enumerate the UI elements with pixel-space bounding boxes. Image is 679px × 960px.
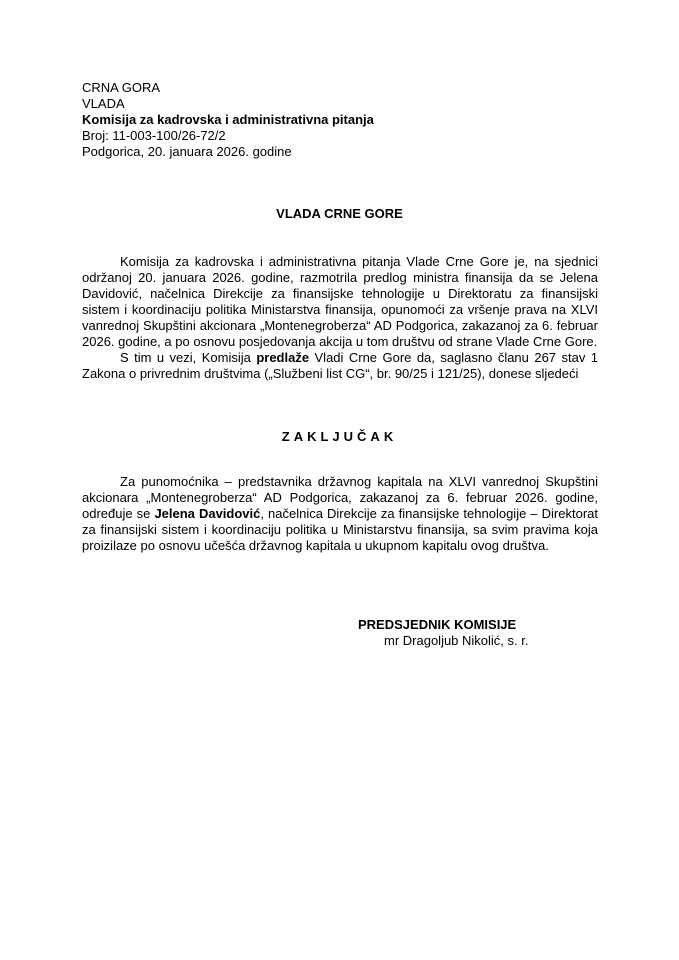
header-place-date: Podgorica, 20. januara 2026. godine bbox=[82, 144, 292, 159]
proposal-text-before: S tim u vezi, Komisija bbox=[120, 350, 257, 365]
intro-paragraph: Komisija za kadrovska i administrativna pitanja Vlade Crne Gore je, na sjednici održanoj 20. januara 2026. godine, razmotrila predlog ministra finansija da se Jelena Davidović, načelnica Direkcije za finansijske tehnologije u Direktoratu za finansijski sistem i koordinaciju politika Ministarstva finansija, opunomoći za vršenje prava na XLVI vanrednoj Skupštini akcionara „Montenegroberza“ AD Podgorica, zakazanoj za 6. februar 2026. godine, a po osnovu posjedovanja akcija u tom društvu od strane Vlade Crne Gore. bbox=[82, 254, 598, 349]
header-government: VLADA bbox=[82, 96, 125, 111]
conclusion-paragraph bbox=[82, 474, 598, 554]
conclusion-title: ZAKLJUČAK bbox=[281, 429, 398, 444]
header-commission: Komisija za kadrovska i administrativna pitanja bbox=[82, 112, 374, 127]
proposal-paragraph bbox=[82, 350, 598, 382]
proposal-text-after: Vladi Crne Gore da, saglasno članu 267 stav 1 Zakona o privrednim društvima („Službeni list CG“, br. 90/25 i 121/25), donese sljedeći bbox=[82, 350, 598, 381]
signature-block bbox=[358, 617, 528, 649]
appointee-name: Jelena Davidović bbox=[154, 506, 261, 521]
intro-section bbox=[82, 254, 598, 382]
conclusion-text-after: , načelnica Direkcije za finansijske tehnologije – Direktorat za finansijski sistem i koordinaciju politika u Ministarstvu finansija, sa svim pravima koja proizilaze po osnovu učešća državnog kapitala u ukupnom kapitalu ovog društva. bbox=[82, 506, 598, 553]
conclusion-text-before: Za punomoćnika – predstavnika državnog kapitala na XLVI vanrednoj Skupštini akcionara „Montenegroberza“ AD Podgorica, zakazanoj za 6. februar 2026. godine, određuje se bbox=[82, 474, 598, 521]
document-title: VLADA CRNE GORE bbox=[276, 206, 403, 221]
document-header bbox=[82, 80, 374, 160]
signature-title: PREDSJEDNIK KOMISIJE bbox=[358, 617, 517, 632]
conclusion-section bbox=[82, 474, 598, 554]
signature-name: mr Dragoljub Nikolić, s. r. bbox=[384, 633, 529, 648]
header-reference-number: Broj: 11-003-100/26-72/2 bbox=[82, 128, 226, 143]
proposal-keyword: predlaže bbox=[256, 350, 310, 365]
header-country: CRNA GORA bbox=[82, 80, 161, 95]
